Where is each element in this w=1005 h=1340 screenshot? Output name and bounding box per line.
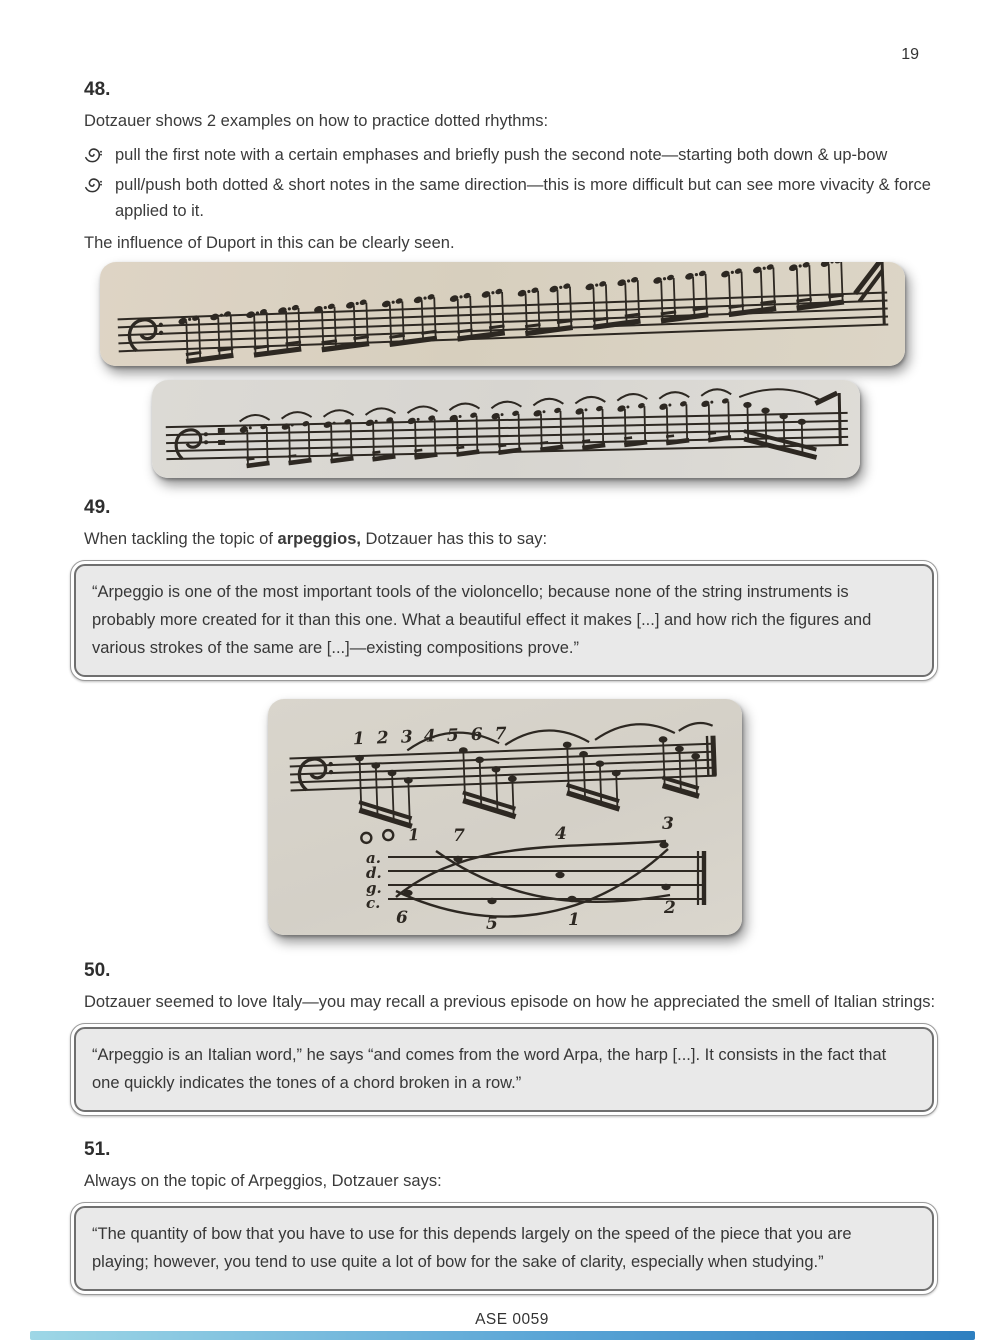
fingering-number: 1 — [352, 728, 366, 750]
string-label: c. — [366, 894, 381, 912]
fingering-number: 2 — [376, 728, 390, 749]
section-48-heading: 48. — [84, 79, 111, 100]
diagram-number: 3 — [662, 814, 674, 834]
music-notation-svg — [152, 380, 860, 478]
bullet-text: pull the first note with a certain emphases and briefly push the second note—starting both down & up-bow — [115, 146, 888, 164]
bullet-text: pull/push both dotted & short notes in the same direction—this is more difficult but can see more vivacity & force applied to it. — [115, 176, 931, 220]
music-example-3 — [268, 699, 742, 935]
spiral-bullet-icon — [84, 142, 108, 168]
section-50-heading: 50. — [84, 960, 111, 981]
diagram-number: 6 — [396, 908, 408, 928]
quote-box-49 — [70, 560, 938, 681]
quote-text: “The quantity of bow that you have to use for this depends largely on the speed of the piece that you are playing; however, you tend to use quite a lot of bow for the sake of clarity, especially when studying.” — [92, 1225, 852, 1271]
diagram-number: 5 — [486, 914, 498, 934]
section-48-bullets — [84, 142, 940, 224]
fingering-number: 4 — [423, 726, 437, 747]
page-content — [84, 48, 940, 1329]
intro-text: When tackling the topic of — [84, 530, 278, 548]
bullet-item — [84, 172, 940, 224]
fingering-number: 6 — [470, 724, 483, 746]
string-label: g. — [366, 879, 382, 897]
page-number: 19 — [901, 46, 919, 63]
diagram-number: 2 — [664, 898, 676, 918]
quote-box-inner — [74, 564, 934, 677]
fingering-number: 3 — [400, 727, 414, 748]
footer-accent-bar — [30, 1331, 975, 1340]
quote-text: “Arpeggio is an Italian word,” he says “and comes from the word Arpa, the harp [...]. It consists in the fact that one quickly indicates the tones of a chord broken in a row.” — [92, 1046, 887, 1092]
quote-box-inner — [74, 1206, 934, 1291]
intro-text: Dotzauer has this to say: — [360, 530, 548, 548]
string-label: d. — [366, 864, 382, 882]
string-label: a. — [366, 849, 381, 867]
section-48-intro: Dotzauer shows 2 examples on how to practice dotted rhythms: — [84, 112, 549, 130]
fingering-number: 1 — [407, 825, 420, 845]
section-51-intro: Always on the topic of Arpeggios, Dotzauer says: — [84, 1172, 442, 1190]
quote-box-50 — [70, 1023, 938, 1116]
section-49-intro — [84, 526, 940, 552]
spiral-bullet-icon — [84, 172, 108, 224]
footer-code: ASE 0059 — [475, 1311, 549, 1328]
fingering-number: 7 — [494, 723, 507, 745]
diagram-number: 7 — [453, 826, 465, 846]
section-51-heading: 51. — [84, 1139, 111, 1160]
music-example-2 — [152, 380, 860, 478]
quote-text: “Arpeggio is one of the most important tools of the violoncello; because none of the string instruments is probably more created for it than this one. What a beautiful effect it makes [...] and how rich the figures and various strokes of the same are [...]—existing compositions prove.” — [92, 583, 872, 657]
section-50-intro: Dotzauer seemed to love Italy—you may recall a previous episode on how he appreciated the smell of Italian strings: — [84, 993, 936, 1011]
music-notation-svg — [268, 699, 742, 935]
music-example-1 — [100, 262, 905, 366]
quote-box-inner — [74, 1027, 934, 1112]
section-48-outro: The influence of Duport in this can be clearly seen. — [84, 234, 455, 252]
diagram-number: 4 — [555, 824, 567, 844]
diagram-number: 1 — [568, 910, 580, 930]
music-notation-svg — [100, 262, 905, 366]
intro-bold-text: arpeggios, — [277, 530, 361, 548]
quote-box-51 — [70, 1202, 938, 1295]
bullet-item — [84, 142, 940, 168]
section-49-heading: 49. — [84, 497, 111, 518]
fingering-number: 5 — [446, 725, 459, 747]
